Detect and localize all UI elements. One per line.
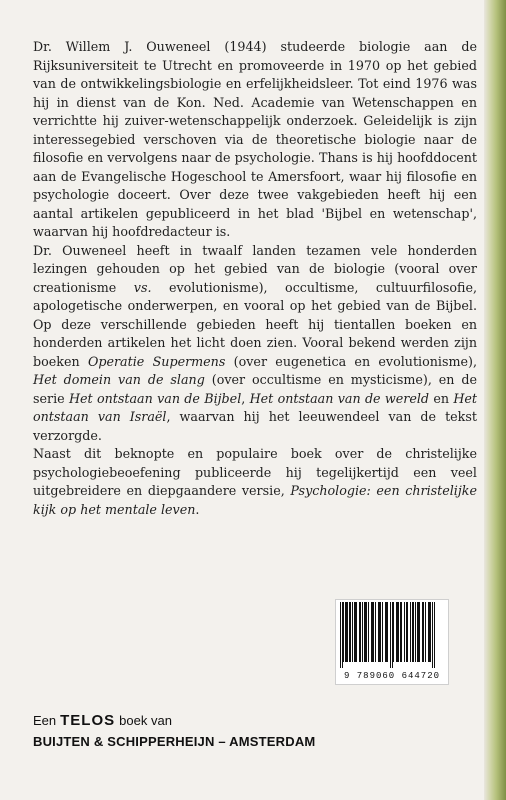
book-title: Het domein van de slang xyxy=(33,372,205,387)
barcode-bar xyxy=(382,602,383,662)
bio-paragraph-1: Dr. Willem J. Ouweneel (1944) studeerde biologie aan de Rijksuniversiteit te Utrecht en promoveerde in 1970 op het gebied van de ontwikkelingsbiologie en erfelijkheidsleer. Tot eind 1976 was hij in dienst van de Kon. Ned. Academie van Wetenschappen en verrichtte hij zuiver-wetenschappelijk onderzoek. Geleidelijk is zijn interessegebied verschoven via de theoretische biologie naar de filosofie en vervolgens naar de psychologie. Thans is hij hoofddocent aan de Evangelische Hogeschool te Amersfoort, waar hij filosofie en psychologie doceert. Over deze twee vakgebieden heeft hij een aantal artikelen gepubliceerd in het blad 'Bijbel en wetenschap', waarvan hij hoofdredacteur is. xyxy=(33,39,477,239)
bio-text: , xyxy=(241,390,250,406)
barcode-bar xyxy=(432,602,433,668)
barcode-bar xyxy=(434,602,435,668)
book-title: Het ontstaan van de wereld xyxy=(249,390,430,406)
barcode-bar xyxy=(362,602,363,662)
barcode-bar xyxy=(396,602,399,662)
barcode-bar xyxy=(400,602,402,662)
book-title: Het ontstaan van Israël xyxy=(33,390,477,424)
spine-edge xyxy=(484,0,506,800)
bio-text: Dr. Ouweneel heeft in twaalf landen tezamen vele honderden lezingen gehouden op het gebied van de biologie (vooral over creationisme xyxy=(33,242,477,295)
bio-text: (over occultisme en mysticisme), en de serie xyxy=(33,372,477,406)
barcode-bar xyxy=(375,602,376,662)
italic-vs: vs. xyxy=(133,279,152,295)
bio-paragraph-2 xyxy=(33,242,477,446)
barcode-bar xyxy=(422,602,424,662)
barcode-bar xyxy=(428,602,431,662)
barcode-bar xyxy=(392,602,393,668)
barcode-bar xyxy=(359,602,361,662)
bio-text: evolutionisme), occultisme, cultuurfilosofie, apologetische onderwerpen, en vooral op het gebied van de Bijbel. Op deze verschillende gebieden heeft hij tientallen boeken en honderden artikelen het licht doen zien. Vooral bekend werden zijn boeken xyxy=(33,279,477,369)
bio-text: Naast dit beknopte en populaire boek over de christelijke psychologiebeoefening publiceerde hij tegelijkertijd een veel uitgebreidere en diepgaandere versie, xyxy=(33,446,477,498)
barcode-bar xyxy=(412,602,414,662)
publisher-name: BUIJTEN & SCHIPPERHEIJN – AMSTERDAM xyxy=(33,734,316,749)
barcode-bar xyxy=(410,602,411,662)
publisher-suffix: boek van xyxy=(119,713,172,728)
barcode-bar xyxy=(368,602,369,662)
book-title: Operatie Supermens xyxy=(87,353,226,369)
publisher-line-1 xyxy=(33,710,363,731)
bio-text: . xyxy=(195,501,200,517)
barcode-bar xyxy=(345,602,348,662)
barcode-bar xyxy=(385,602,388,662)
barcode-bar xyxy=(371,602,374,662)
barcode-bar xyxy=(390,602,391,668)
barcode-bar xyxy=(404,602,405,662)
publisher-prefix: Een xyxy=(33,713,57,728)
telos-logo: TELOS xyxy=(60,712,116,729)
barcode-bar xyxy=(425,602,426,662)
barcode-bar xyxy=(343,602,344,662)
bio-paragraph-3 xyxy=(33,445,477,519)
book-title: Psychologie: een christelijke kijk op het mentale leven xyxy=(33,483,477,517)
barcode-bar xyxy=(393,602,394,662)
isbn-number: 9 789060 644720 xyxy=(343,671,440,681)
barcode-bar xyxy=(378,602,381,662)
book-title: Het ontstaan van de Bijbel xyxy=(68,390,242,406)
barcode-bar xyxy=(417,602,420,662)
bio-text: en xyxy=(429,390,454,406)
barcode-bar xyxy=(354,602,357,662)
barcode-bar xyxy=(352,602,353,662)
barcode-bar xyxy=(340,602,341,668)
barcode-bar xyxy=(364,602,367,662)
barcode-bar xyxy=(415,602,416,662)
barcode-bar xyxy=(342,602,343,668)
barcode-bar xyxy=(349,602,351,662)
publisher-imprint xyxy=(33,710,363,752)
bio-text: (over eugenetica en evolutionisme), xyxy=(225,353,478,369)
author-biography xyxy=(33,38,477,519)
bio-text: , waarvan hij het leeuwendeel van de tekst verzorgde. xyxy=(33,409,477,443)
barcode-bars xyxy=(338,602,446,668)
isbn-barcode xyxy=(335,599,449,685)
barcode-bar xyxy=(406,602,408,662)
